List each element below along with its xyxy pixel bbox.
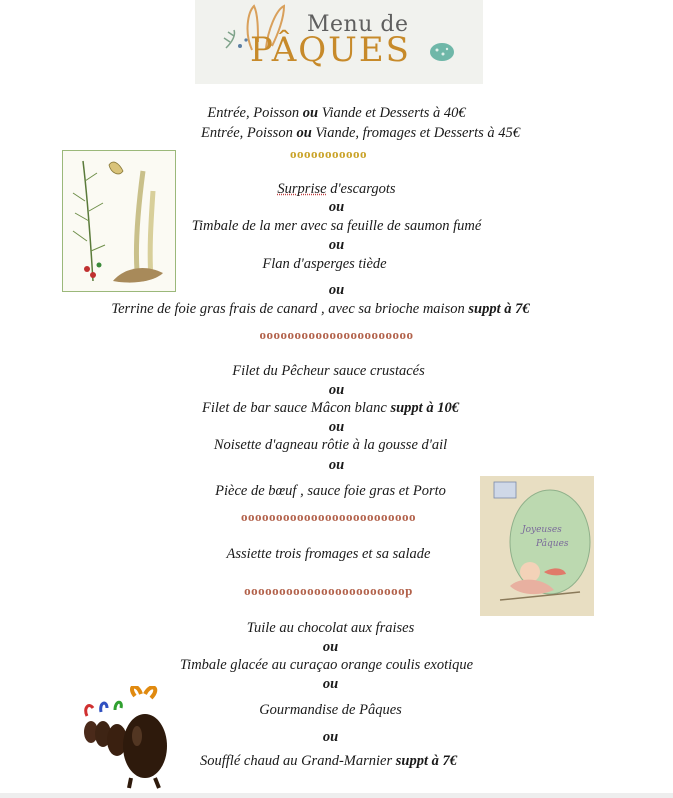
entree-flan-asperges: Flan d'asperges tiède xyxy=(262,256,387,272)
price-line-40: Entrée, Poisson ou Viande et Desserts à 40€ xyxy=(207,105,466,121)
ou-separator: ou xyxy=(322,729,339,745)
dessert-timbale-glacee: Timbale glacée au curaçao orange coulis exotique xyxy=(179,657,474,673)
plat-noisette-agneau: Noisette d'agneau rôtie à la gousse d'ail xyxy=(213,437,448,453)
dessert-gourmandise-paques: Gourmandise de Pâques xyxy=(259,702,402,718)
ou-separator: ou xyxy=(328,282,345,298)
price-line-45: Entrée, Poisson ou Viande, fromages et Desserts à 45€ xyxy=(201,125,520,141)
entree-escargots: Surprise d'escargots xyxy=(277,181,396,197)
plat-piece-boeuf: Pièce de bœuf , sauce foie gras et Porto xyxy=(215,483,446,499)
separator-1: ooooooooooo xyxy=(290,146,367,161)
separator-3: ooooooooooooooooooooooooo xyxy=(241,509,416,524)
ou-separator: ou xyxy=(328,457,345,473)
ou-separator: ou xyxy=(322,676,339,692)
plat-filet-pecheur: Filet du Pêcheur sauce crustacés xyxy=(232,363,425,379)
fromage-assiette: Assiette trois fromages et sa salade xyxy=(226,546,431,562)
ou-separator: ou xyxy=(328,199,345,215)
banner-title-menu: Menu de xyxy=(307,12,409,37)
separator-2: oooooooooooooooooooooo xyxy=(259,327,414,342)
ou-separator: ou xyxy=(328,237,345,253)
ou-separator: ou xyxy=(322,639,339,655)
entree-foie-gras: Terrine de foie gras frais de canard , avec sa brioche maison suppt à 7€ xyxy=(111,301,530,317)
card-text-paques: Pâques xyxy=(536,539,569,549)
footer-bar xyxy=(0,793,673,798)
ou-separator: ou xyxy=(328,382,345,398)
card-text-joyeuses: Joyeuses xyxy=(522,525,562,535)
dessert-tuile-chocolat: Tuile au chocolat aux fraises xyxy=(246,620,415,636)
ou-separator: ou xyxy=(328,419,345,435)
easter-egg-icon xyxy=(427,40,457,64)
separator-4: ooooooooooooooooooooooop xyxy=(244,583,413,598)
banner-title-paques: PÂQUES xyxy=(250,30,411,70)
entree-timbale-mer: Timbale de la mer avec sa feuille de saumon fumé xyxy=(191,218,482,234)
dessert-souffle: Soufflé chaud au Grand-Marnier suppt à 7€ xyxy=(200,753,457,769)
plat-filet-bar: Filet de bar sauce Mâcon blanc suppt à 10€ xyxy=(202,400,459,416)
